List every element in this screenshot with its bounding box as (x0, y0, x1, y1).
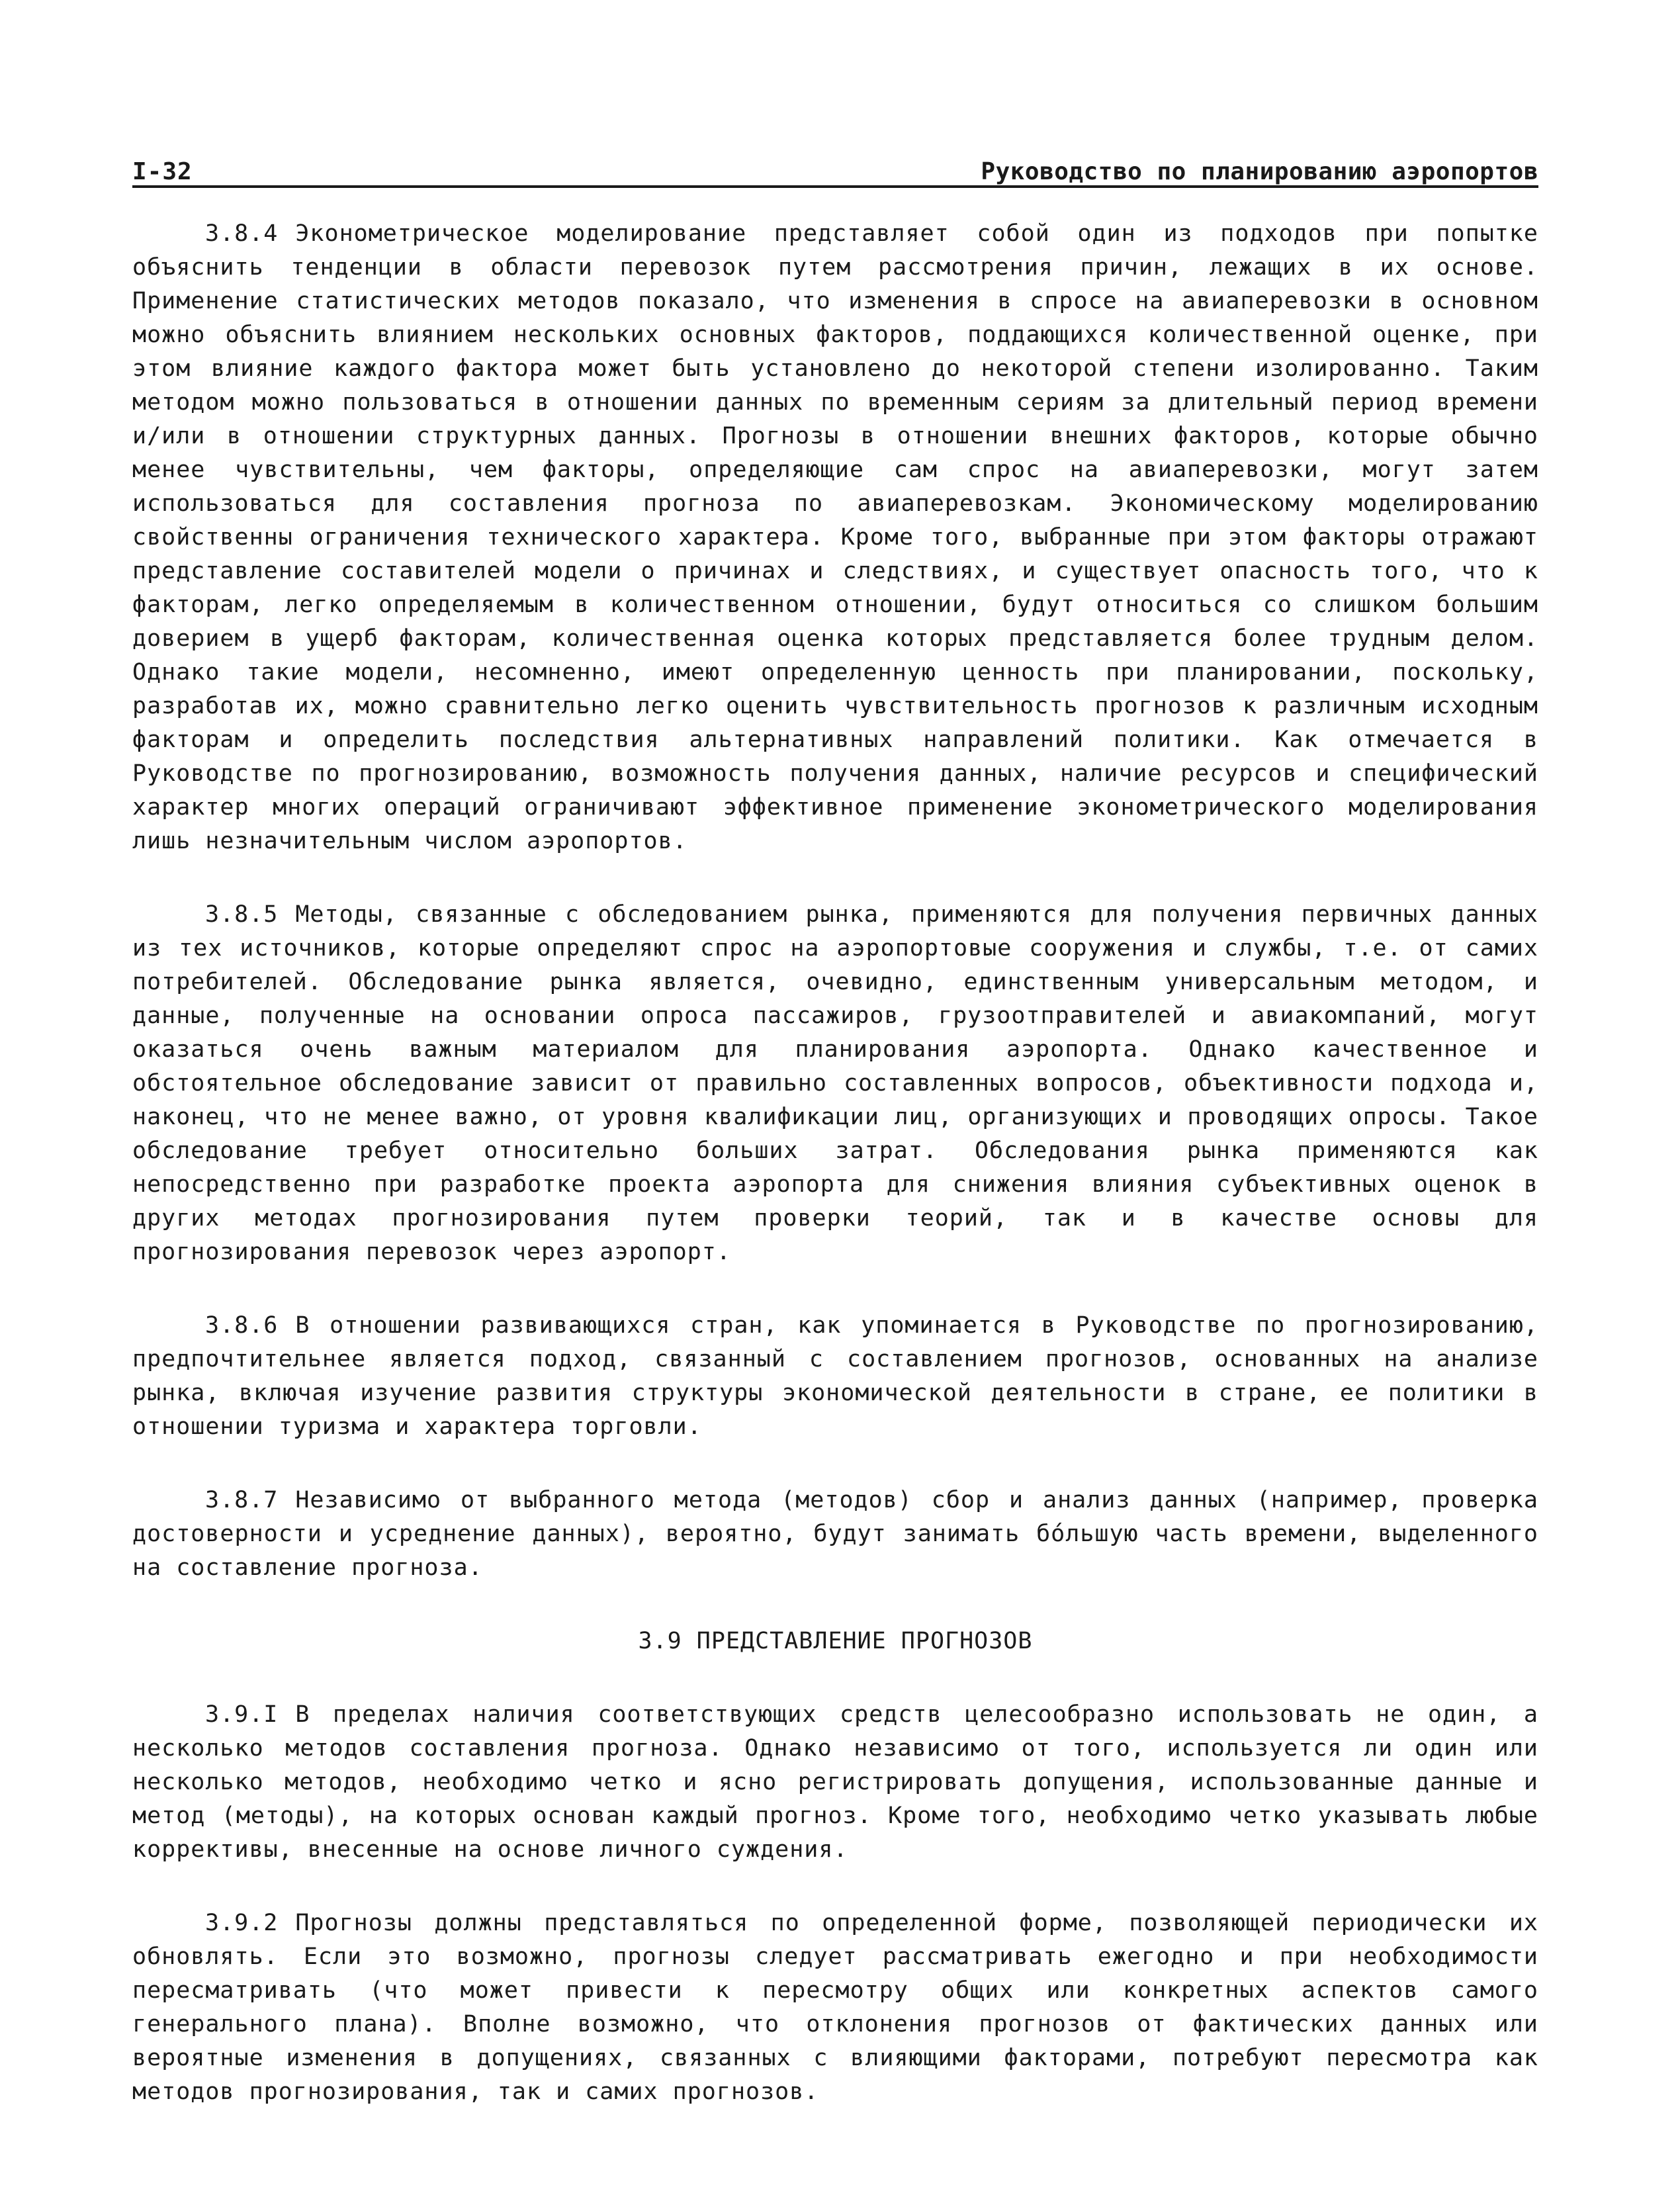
paragraph-text: Эконометрическое моделирование представляет собой один из подходов при попытке объяснить тенденции в области перевозок путем рассмотрения причин, лежащих в их основе. Применение статистических методов показало, что изменения в спросе на авиаперевозки в основном можно объяснить влиянием нескольких основных факторов, поддающихся количественной оценке, при этом влияние каждого фактора может быть установлено до некоторой степени изолированно. Таким методом можно пользоваться в отношении данных по временным сериям за длительный период времени и/или в отношении структурных данных. Прогнозы в отношении внешних факторов, которые обычно менее чувствительны, чем факторы, определяющие сам спрос на авиаперевозки, могут затем использоваться для составления прогноза по авиаперевозкам. Экономическому моделированию свойственны ограничения технического характера. Кроме того, выбранные при этом факторы отражают представление составителей модели о причинах и следствиях, и существует опасность того, что к факторам, легко определяемым в количественном отношении, будут относиться со слишком большим доверием в ущерб факторам, количественная оценка которых представляется более трудным делом. Однако такие модели, несомненно, имеют определенную ценность при планировании, поскольку, разработав их, можно сравнительно легко оценить чувствительность прогнозов к различным исходным факторам и определить последствия альтернативных направлений политики. Как отмечается в Руководстве по прогнозированию, возможность получения данных, наличие ресурсов и специфический характер многих операций ограничивают эффективное применение эконометрического моделирования лишь незначительным числом аэропортов. (132, 220, 1538, 854)
paragraph-3-8-7 (132, 1484, 1538, 1585)
paragraph-text: Прогнозы должны представляться по определенной форме, позволяющей периодически их обновлять. Если это возможно, прогнозы следует рассматривать ежегодно и при необходимости пересматривать (что может привести к пересмотру общих или конкретных аспектов самого генерального плана). Вполне возможно, что отклонения прогнозов от фактических данных или вероятные изменения в допущениях, связанных с влияющими факторами, потребуют пересмотра как методов прогнозирования, так и самих прогнозов. (132, 1910, 1538, 2105)
paragraph-text: В отношении развивающихся стран, как упоминается в Руководстве по прогнозированию, предпочтительнее является подход, связанный с составлением прогнозов, основанных на анализе рынка, включая изучение развития структуры экономической деятельности в стране, ее политики в отношении туризма и характера торговли. (132, 1312, 1538, 1440)
section-heading: 3.9 ПРЕДСТАВЛЕНИЕ ПРОГНОЗОВ (638, 1628, 1033, 1654)
paragraph-number: 3.8.5 (205, 901, 279, 928)
running-title: Руководство по планированию аэропортов (981, 158, 1538, 185)
paragraph-3-8-6 (132, 1309, 1538, 1444)
paragraph-3-9-1 (132, 1698, 1538, 1867)
paragraph-text: В пределах наличия соответствующих средств целесообразно использовать не один, а несколько методов составления прогноза. Однако независимо от того, используется ли один или несколько методов, необходимо четко и ясно регистрировать допущения, использованные данные и метод (методы), на которых основан каждый прогноз. Кроме того, необходимо четко указывать любые коррективы, внесенные на основе личного суждения. (132, 1701, 1538, 1863)
paragraph-3-8-5 (132, 898, 1538, 1269)
paragraph-3-8-4 (132, 217, 1538, 858)
paragraph-number: 3.9.I (205, 1701, 279, 1728)
paragraph-3-9-2 (132, 1906, 1538, 2109)
paragraph-number: 3.8.6 (205, 1312, 279, 1339)
paragraph-text: Независимо от выбранного метода (методов) сбор и анализ данных (например, проверка достоверности и усреднение данных), вероятно, будут занимать бо́льшую часть времени, выделенного на составление прогноза. (132, 1487, 1538, 1581)
page-number: I-32 (132, 158, 193, 185)
paragraph-number: 3.9.2 (205, 1910, 279, 1936)
paragraph-text: Методы, связанные с обследованием рынка, применяются для получения первичных данных из тех источников, которые определяют спрос на аэропортовые сооружения и службы, т.е. от самих потребителей. Обследование рынка является, очевидно, единственным универсальным методом, и данные, полученные на основании опроса пассажиров, грузоотправителей и авиакомпаний, могут оказаться очень важным материалом для планирования аэропорта. Однако качественное и обстоятельное обследование зависит от правильно составленных вопросов, объективности подхода и, наконец, что не менее важно, от уровня квалификации лиц, организующих и проводящих опросы. Такое обследование требует относительно больших затрат. Обследования рынка применяются как непосредственно при разработке проекта аэропорта для снижения влияния субъективных оценок в других методах прогнозирования путем проверки теорий, так и в качестве основы для прогнозирования перевозок через аэропорт. (132, 901, 1538, 1265)
page-header (132, 154, 1538, 188)
page-body (132, 217, 1538, 2149)
paragraph-number: 3.8.7 (205, 1487, 279, 1513)
paragraph-number: 3.8.4 (205, 220, 279, 247)
